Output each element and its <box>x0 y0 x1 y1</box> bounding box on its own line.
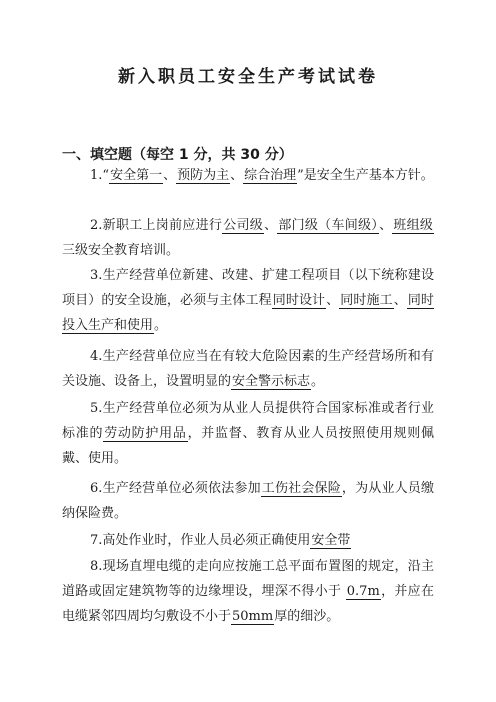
question-8 <box>62 554 434 629</box>
question-text: 3.生产经营单位新建、改建、扩建工程项目（以下统称建设项目）的安全设施，必须与主体工程 <box>62 268 434 308</box>
question-text: 2.新职工上岗前应进行 <box>90 218 223 233</box>
question-text: 。 <box>311 374 325 389</box>
answer-blank: 同时施工 <box>340 293 393 308</box>
answer-blank: 安全第一 <box>110 168 163 183</box>
question-text: 三级安全教育培训。 <box>62 243 180 258</box>
question-text: ，并监督、教育从业人员按照使用规则佩戴、使用。 <box>62 426 434 466</box>
question-7 <box>62 528 434 553</box>
question-5 <box>62 396 434 471</box>
question-2 <box>62 213 434 263</box>
question-text: 5.生产经营单位必须为从业人员提供符合国家标准或者行业标准的 <box>62 401 434 441</box>
answer-blank: 班组级 <box>393 218 433 233</box>
answer-blank: 0.7m <box>346 584 380 599</box>
question-text: 、 <box>393 293 407 308</box>
question-text: ”是安全生产基本方针。 <box>297 168 434 183</box>
answer-blank: 劳动防护用品 <box>104 426 187 441</box>
answer-blank: 同时投入生产和使用 <box>62 293 434 333</box>
question-text: ，为从业人员缴纳保险费。 <box>62 481 434 521</box>
question-text: 1.“ <box>90 168 110 183</box>
question-text: 4.生产经营单位应当在有较大危险因素的生产经营场所和有关设施、设备上，设置明显的 <box>62 349 434 389</box>
question-text: 、 <box>264 218 278 233</box>
answer-blank: 同时设计 <box>272 293 326 308</box>
question-text: 厚的细沙。 <box>274 609 340 624</box>
answer-blank: 50mm <box>232 609 274 624</box>
question-text: 、 <box>326 293 340 308</box>
question-text: ，并应在电缆紧邻四周均匀敷设不小于 <box>62 584 434 624</box>
question-text: 、 <box>163 168 177 183</box>
answer-blank: 公司级 <box>223 218 264 233</box>
question-1 <box>62 163 434 188</box>
question-text: 6.生产经营单位必须依法参加 <box>90 481 261 496</box>
answer-blank: 预防为主 <box>177 168 230 183</box>
answer-blank: 安全警示标志 <box>232 374 311 389</box>
question-text: 8.现场直埋电缆的走向应按施工总平面布置图的规定，沿主道路或固定建筑物等的边缘埋设，埋深不得小于 <box>62 559 434 599</box>
question-4 <box>62 344 434 394</box>
question-text: 。 <box>154 318 168 333</box>
answer-blank: 安全带 <box>311 533 351 548</box>
question-3 <box>62 263 434 338</box>
page-title: 新入职员工安全生产考试试卷 <box>118 67 378 87</box>
question-text: 、 <box>230 168 244 183</box>
answer-blank: 部门级（车间级） <box>278 218 379 233</box>
section-heading: 一、填空题（每空 1 分，共 30 分） <box>62 147 293 163</box>
question-6 <box>62 476 434 526</box>
question-text: 、 <box>379 218 393 233</box>
question-text: 7.高处作业时，作业人员必须正确使用 <box>90 533 311 548</box>
answer-blank: 工伤社会保险 <box>261 481 341 496</box>
answer-blank: 综合治理 <box>244 168 297 183</box>
